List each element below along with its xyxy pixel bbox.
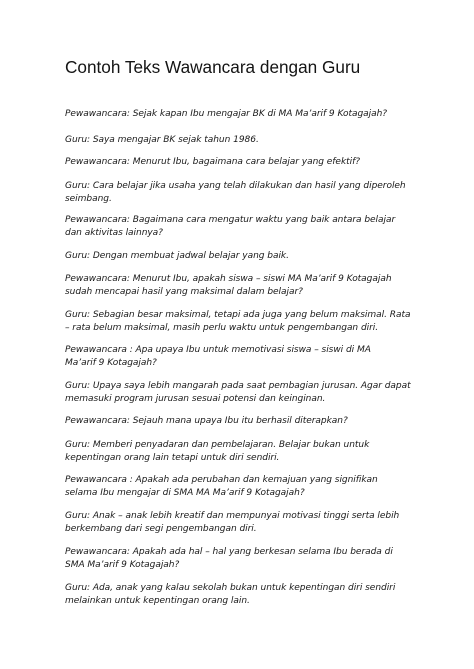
text-line: Guru: Sebagian besar maksimal, tetapi ada juga yang belum maksimal. Rata	[65, 310, 411, 320]
text-line: Guru: Ada, anak yang kalau sekolah bukan untuk kepentingan diri sendiri	[65, 583, 396, 593]
text-line: seimbang.	[65, 194, 112, 204]
text-line: kepentingan orang lain tetapi untuk diri sendiri.	[65, 453, 280, 463]
text-line: Guru: Anak – anak lebih kreatif dan mempunyai motivasi tinggi serta lebih	[65, 511, 400, 521]
text-line: Pewawancara: Menurut Ibu, apakah siswa – siswi MA Ma’arif 9 Kotagajah	[65, 274, 392, 284]
text-line: Pewawancara: Sejauh mana upaya Ibu itu berhasil diterapkan?	[65, 416, 348, 426]
text-line: Pewawancara: Sejak kapan Ibu mengajar BK di MA Ma’arif 9 Kotagajah?	[65, 109, 388, 119]
text-line: Ma’arif 9 Kotagajah?	[65, 358, 157, 368]
text-line: dan aktivitas lainnya?	[65, 228, 163, 238]
document-title: Contoh Teks Wawancara dengan Guru	[65, 57, 361, 77]
text-line: selama Ibu mengajar di SMA MA Ma’arif 9 Kotagajah?	[65, 488, 305, 498]
text-line: Pewawancara : Apakah ada perubahan dan kemajuan yang signifikan	[65, 475, 378, 485]
text-line: – rata belum maksimal, masih perlu waktu untuk pengembangan diri.	[65, 323, 379, 333]
text-line: berkembang dari segi pengembangan diri.	[65, 524, 257, 534]
text-line: Guru: Memberi penyadaran dan pembelajaran. Belajar bukan untuk	[65, 440, 370, 450]
text-line: Pewawancara: Bagaimana cara mengatur waktu yang baik antara belajar	[65, 215, 396, 225]
text-line: sudah mencapai hasil yang maksimal dalam belajar?	[65, 287, 303, 297]
text-line: Guru: Upaya saya lebih mangarah pada saat pembagian jurusan. Agar dapat	[65, 381, 411, 391]
text-line: Guru: Dengan membuat jadwal belajar yang baik.	[65, 251, 289, 261]
text-line: Pewawancara: Menurut Ibu, bagaimana cara belajar yang efektif?	[65, 157, 360, 167]
text-line: Guru: Cara belajar jika usaha yang telah dilakukan dan hasil yang diperoleh	[65, 181, 406, 191]
text-line: SMA Ma’arif 9 Kotagajah?	[65, 560, 180, 570]
text-line: memasuki program jurusan sesuai potensi dan keinginan.	[65, 394, 326, 404]
text-line: Guru: Saya mengajar BK sejak tahun 1986.	[65, 135, 259, 145]
text-line: melainkan untuk kepentingan orang lain.	[65, 596, 250, 606]
text-line: Pewawancara: Apakah ada hal – hal yang berkesan selama Ibu berada di	[65, 547, 393, 557]
text-line: Pewawancara : Apa upaya Ibu untuk memotivasi siswa – siswi di MA	[65, 345, 371, 355]
